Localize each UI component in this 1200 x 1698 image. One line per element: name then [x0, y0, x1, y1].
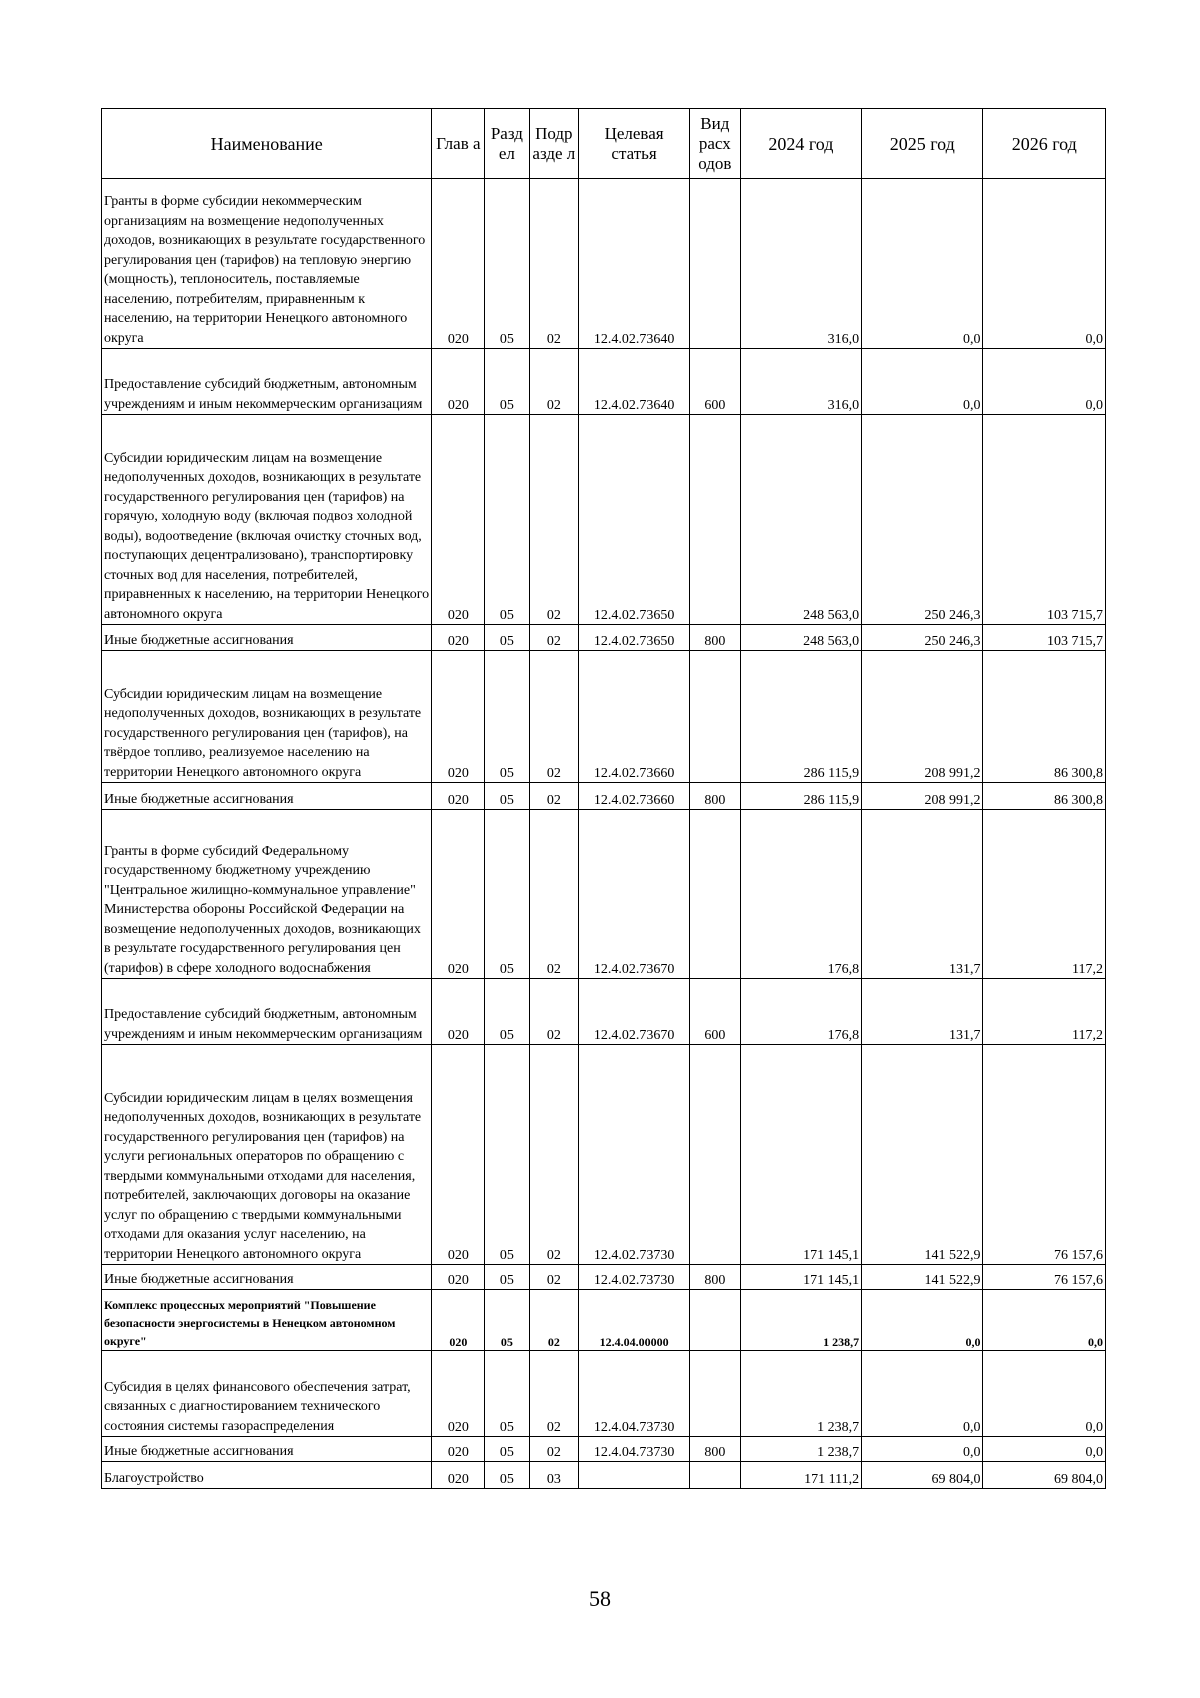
row-section: 05: [485, 979, 529, 1045]
header-section: Разд ел: [485, 109, 529, 179]
table-row: [102, 810, 1106, 979]
table-row: [102, 979, 1106, 1045]
row-chapter: 020: [432, 1045, 485, 1265]
header-chapter: Глав а: [432, 109, 485, 179]
row-name: Субсидии юридическим лицам на возмещение недополученных доходов, возникающих в результате государственного регулирования цен (тарифов), на твёрдое топливо, реализуемое населению на территории Ненецкого автономного округа: [102, 651, 432, 783]
row-target: 12.4.02.73730: [579, 1265, 690, 1290]
row-chapter: 020: [432, 783, 485, 810]
row-chapter: 020: [432, 1265, 485, 1290]
row-subsection: 02: [529, 1265, 579, 1290]
row-chapter: 020: [432, 979, 485, 1045]
row-target: 12.4.02.73650: [579, 415, 690, 625]
row-2026: 0,0: [983, 179, 1106, 349]
table-row: [102, 1351, 1106, 1437]
page-number: 58: [589, 1586, 611, 1611]
row-2025: 0,0: [862, 1437, 983, 1462]
row-target: 12.4.02.73670: [579, 810, 690, 979]
header-name: Наименование: [102, 109, 432, 179]
row-type: [690, 651, 741, 783]
row-chapter: 020: [432, 179, 485, 349]
row-2025: 208 991,2: [862, 783, 983, 810]
row-subsection: 02: [529, 415, 579, 625]
row-section: 05: [485, 1351, 529, 1437]
row-subsection: 03: [529, 1462, 579, 1489]
row-chapter: 020: [432, 810, 485, 979]
row-name: Субсидии юридическим лицам на возмещение недополученных доходов, возникающих в результате государственного регулирования цен (тарифов) на горячую, холодную воду (включая подвоз холодной воды), водоотведение (включая очистку сточных вод, поступающих децентрализовано), транспортировку сточных вод для населения, потребителей, приравненных к населению, на территории Ненецкого автономного округа: [102, 415, 432, 625]
row-subsection: 02: [529, 810, 579, 979]
row-2024: 176,8: [740, 810, 861, 979]
row-name: Иные бюджетные ассигнования: [102, 783, 432, 810]
row-target: 12.4.02.73670: [579, 979, 690, 1045]
row-2026: 0,0: [983, 1290, 1106, 1351]
row-subsection: 02: [529, 349, 579, 415]
row-2026: 103 715,7: [983, 415, 1106, 625]
row-chapter: 020: [432, 1437, 485, 1462]
row-type: [690, 1351, 741, 1437]
row-2025: 141 522,9: [862, 1265, 983, 1290]
row-section: 05: [485, 415, 529, 625]
row-2025: 0,0: [862, 1351, 983, 1437]
row-subsection: 02: [529, 1351, 579, 1437]
row-target: 12.4.02.73660: [579, 783, 690, 810]
row-chapter: 020: [432, 415, 485, 625]
header-subsection: Подр азде л: [529, 109, 579, 179]
row-subsection: 02: [529, 1045, 579, 1265]
table-row: [102, 1265, 1106, 1290]
row-2024: 1 238,7: [740, 1290, 861, 1351]
header-target: Целевая статья: [579, 109, 690, 179]
header-expense-type: Вид расх одов: [690, 109, 741, 179]
row-2025: 131,7: [862, 979, 983, 1045]
table-row: [102, 651, 1106, 783]
row-2026: 0,0: [983, 1437, 1106, 1462]
row-2024: 286 115,9: [740, 651, 861, 783]
header-2026: 2026 год: [983, 109, 1106, 179]
row-chapter: 020: [432, 1290, 485, 1351]
row-2024: 316,0: [740, 179, 861, 349]
row-target: 12.4.02.73650: [579, 625, 690, 651]
row-2026: 103 715,7: [983, 625, 1106, 651]
row-subsection: 02: [529, 179, 579, 349]
table-row: [102, 1462, 1106, 1489]
row-target: 12.4.04.73730: [579, 1437, 690, 1462]
row-subsection: 02: [529, 651, 579, 783]
row-target: 12.4.02.73640: [579, 179, 690, 349]
row-2024: 248 563,0: [740, 415, 861, 625]
row-section: 05: [485, 1265, 529, 1290]
row-2025: 0,0: [862, 349, 983, 415]
table-row: [102, 1437, 1106, 1462]
row-2025: 250 246,3: [862, 415, 983, 625]
row-target: [579, 1462, 690, 1489]
row-subsection: 02: [529, 783, 579, 810]
row-2026: 0,0: [983, 1351, 1106, 1437]
row-chapter: 020: [432, 1351, 485, 1437]
row-section: 05: [485, 1045, 529, 1265]
table-header-row: [102, 109, 1106, 179]
row-2025: 0,0: [862, 1290, 983, 1351]
row-name: Гранты в форме субсидий Федеральному государственному бюджетному учреждению "Центральное жилищно-коммунальное управление" Министерства обороны Российской Федерации на возмещение недополученных доходов, возникающих в результате государственного регулирования цен (тарифов) в сфере холодного водоснабжения: [102, 810, 432, 979]
row-2025: 131,7: [862, 810, 983, 979]
row-2024: 171 111,2: [740, 1462, 861, 1489]
row-2026: 0,0: [983, 349, 1106, 415]
row-2026: 69 804,0: [983, 1462, 1106, 1489]
row-section: 05: [485, 1462, 529, 1489]
row-name: Иные бюджетные ассигнования: [102, 1265, 432, 1290]
row-2025: 69 804,0: [862, 1462, 983, 1489]
row-type: [690, 415, 741, 625]
row-name: Предоставление субсидий бюджетным, автономным учреждениям и иным некоммерческим организациям: [102, 979, 432, 1045]
row-target: 12.4.04.73730: [579, 1351, 690, 1437]
row-type: 600: [690, 979, 741, 1045]
row-2024: 176,8: [740, 979, 861, 1045]
row-type: [690, 179, 741, 349]
row-2024: 248 563,0: [740, 625, 861, 651]
row-type: 800: [690, 1265, 741, 1290]
row-type: 800: [690, 783, 741, 810]
row-2026: 76 157,6: [983, 1265, 1106, 1290]
row-2025: 250 246,3: [862, 625, 983, 651]
table-row: [102, 179, 1106, 349]
row-section: 05: [485, 1437, 529, 1462]
row-2025: 141 522,9: [862, 1045, 983, 1265]
row-target: 12.4.04.00000: [579, 1290, 690, 1351]
row-chapter: 020: [432, 651, 485, 783]
row-2025: 0,0: [862, 179, 983, 349]
row-type: [690, 1290, 741, 1351]
row-name: Комплекс процессных мероприятий "Повышение безопасности энергосистемы в Ненецком автономном округе": [102, 1290, 432, 1351]
row-2026: 117,2: [983, 979, 1106, 1045]
row-subsection: 02: [529, 625, 579, 651]
row-type: 800: [690, 1437, 741, 1462]
row-2024: 1 238,7: [740, 1437, 861, 1462]
row-subsection: 02: [529, 1437, 579, 1462]
row-name: Гранты в форме субсидии некоммерческим организациям на возмещение недополученных доходов, возникающих в результате государственного регулирования цен (тарифов) на тепловую энергию (мощность), теплоноситель, поставляемые населению, потребителям, приравненным к населению, на территории Ненецкого автономного округа: [102, 179, 432, 349]
row-name: Субсидии юридическим лицам в целях возмещения недополученных доходов, возникающих в результате государственного регулирования цен (тарифов) на услуги региональных операторов по обращению с твердыми коммунальными отходами для населения, потребителей, заключающих договоры на оказание услуг по обращению с твердыми коммунальными отходами для оказания услуг населению, на территории Ненецкого автономного округа: [102, 1045, 432, 1265]
row-2024: 171 145,1: [740, 1045, 861, 1265]
row-2024: 316,0: [740, 349, 861, 415]
row-2026: 86 300,8: [983, 651, 1106, 783]
table-row: [102, 349, 1106, 415]
row-name: Предоставление субсидий бюджетным, автономным учреждениям и иным некоммерческим организациям: [102, 349, 432, 415]
row-subsection: 02: [529, 1290, 579, 1351]
row-section: 05: [485, 810, 529, 979]
row-type: [690, 1045, 741, 1265]
row-section: 05: [485, 651, 529, 783]
budget-table: [101, 108, 1106, 1489]
row-2026: 86 300,8: [983, 783, 1106, 810]
row-2024: 171 145,1: [740, 1265, 861, 1290]
row-chapter: 020: [432, 1462, 485, 1489]
row-target: 12.4.02.73730: [579, 1045, 690, 1265]
row-2026: 76 157,6: [983, 1045, 1106, 1265]
row-chapter: 020: [432, 349, 485, 415]
header-2025: 2025 год: [862, 109, 983, 179]
row-2024: 1 238,7: [740, 1351, 861, 1437]
row-target: 12.4.02.73660: [579, 651, 690, 783]
table-row: [102, 1290, 1106, 1351]
table-row: [102, 1045, 1106, 1265]
row-section: 05: [485, 179, 529, 349]
row-name: Иные бюджетные ассигнования: [102, 1437, 432, 1462]
row-2025: 208 991,2: [862, 651, 983, 783]
row-type: 600: [690, 349, 741, 415]
table-row: [102, 625, 1106, 651]
row-name: Благоустройство: [102, 1462, 432, 1489]
row-section: 05: [485, 625, 529, 651]
row-type: [690, 1462, 741, 1489]
row-section: 05: [485, 349, 529, 415]
row-name: Иные бюджетные ассигнования: [102, 625, 432, 651]
row-type: 800: [690, 625, 741, 651]
row-section: 05: [485, 783, 529, 810]
table-row: [102, 783, 1106, 810]
row-subsection: 02: [529, 979, 579, 1045]
row-name: Субсидия в целях финансового обеспечения затрат, связанных с диагностированием технического состояния системы газораспределения: [102, 1351, 432, 1437]
row-section: 05: [485, 1290, 529, 1351]
row-type: [690, 810, 741, 979]
table-body: [102, 179, 1106, 1489]
row-target: 12.4.02.73640: [579, 349, 690, 415]
header-2024: 2024 год: [740, 109, 861, 179]
row-2026: 117,2: [983, 810, 1106, 979]
row-chapter: 020: [432, 625, 485, 651]
row-2024: 286 115,9: [740, 783, 861, 810]
table-row: [102, 415, 1106, 625]
